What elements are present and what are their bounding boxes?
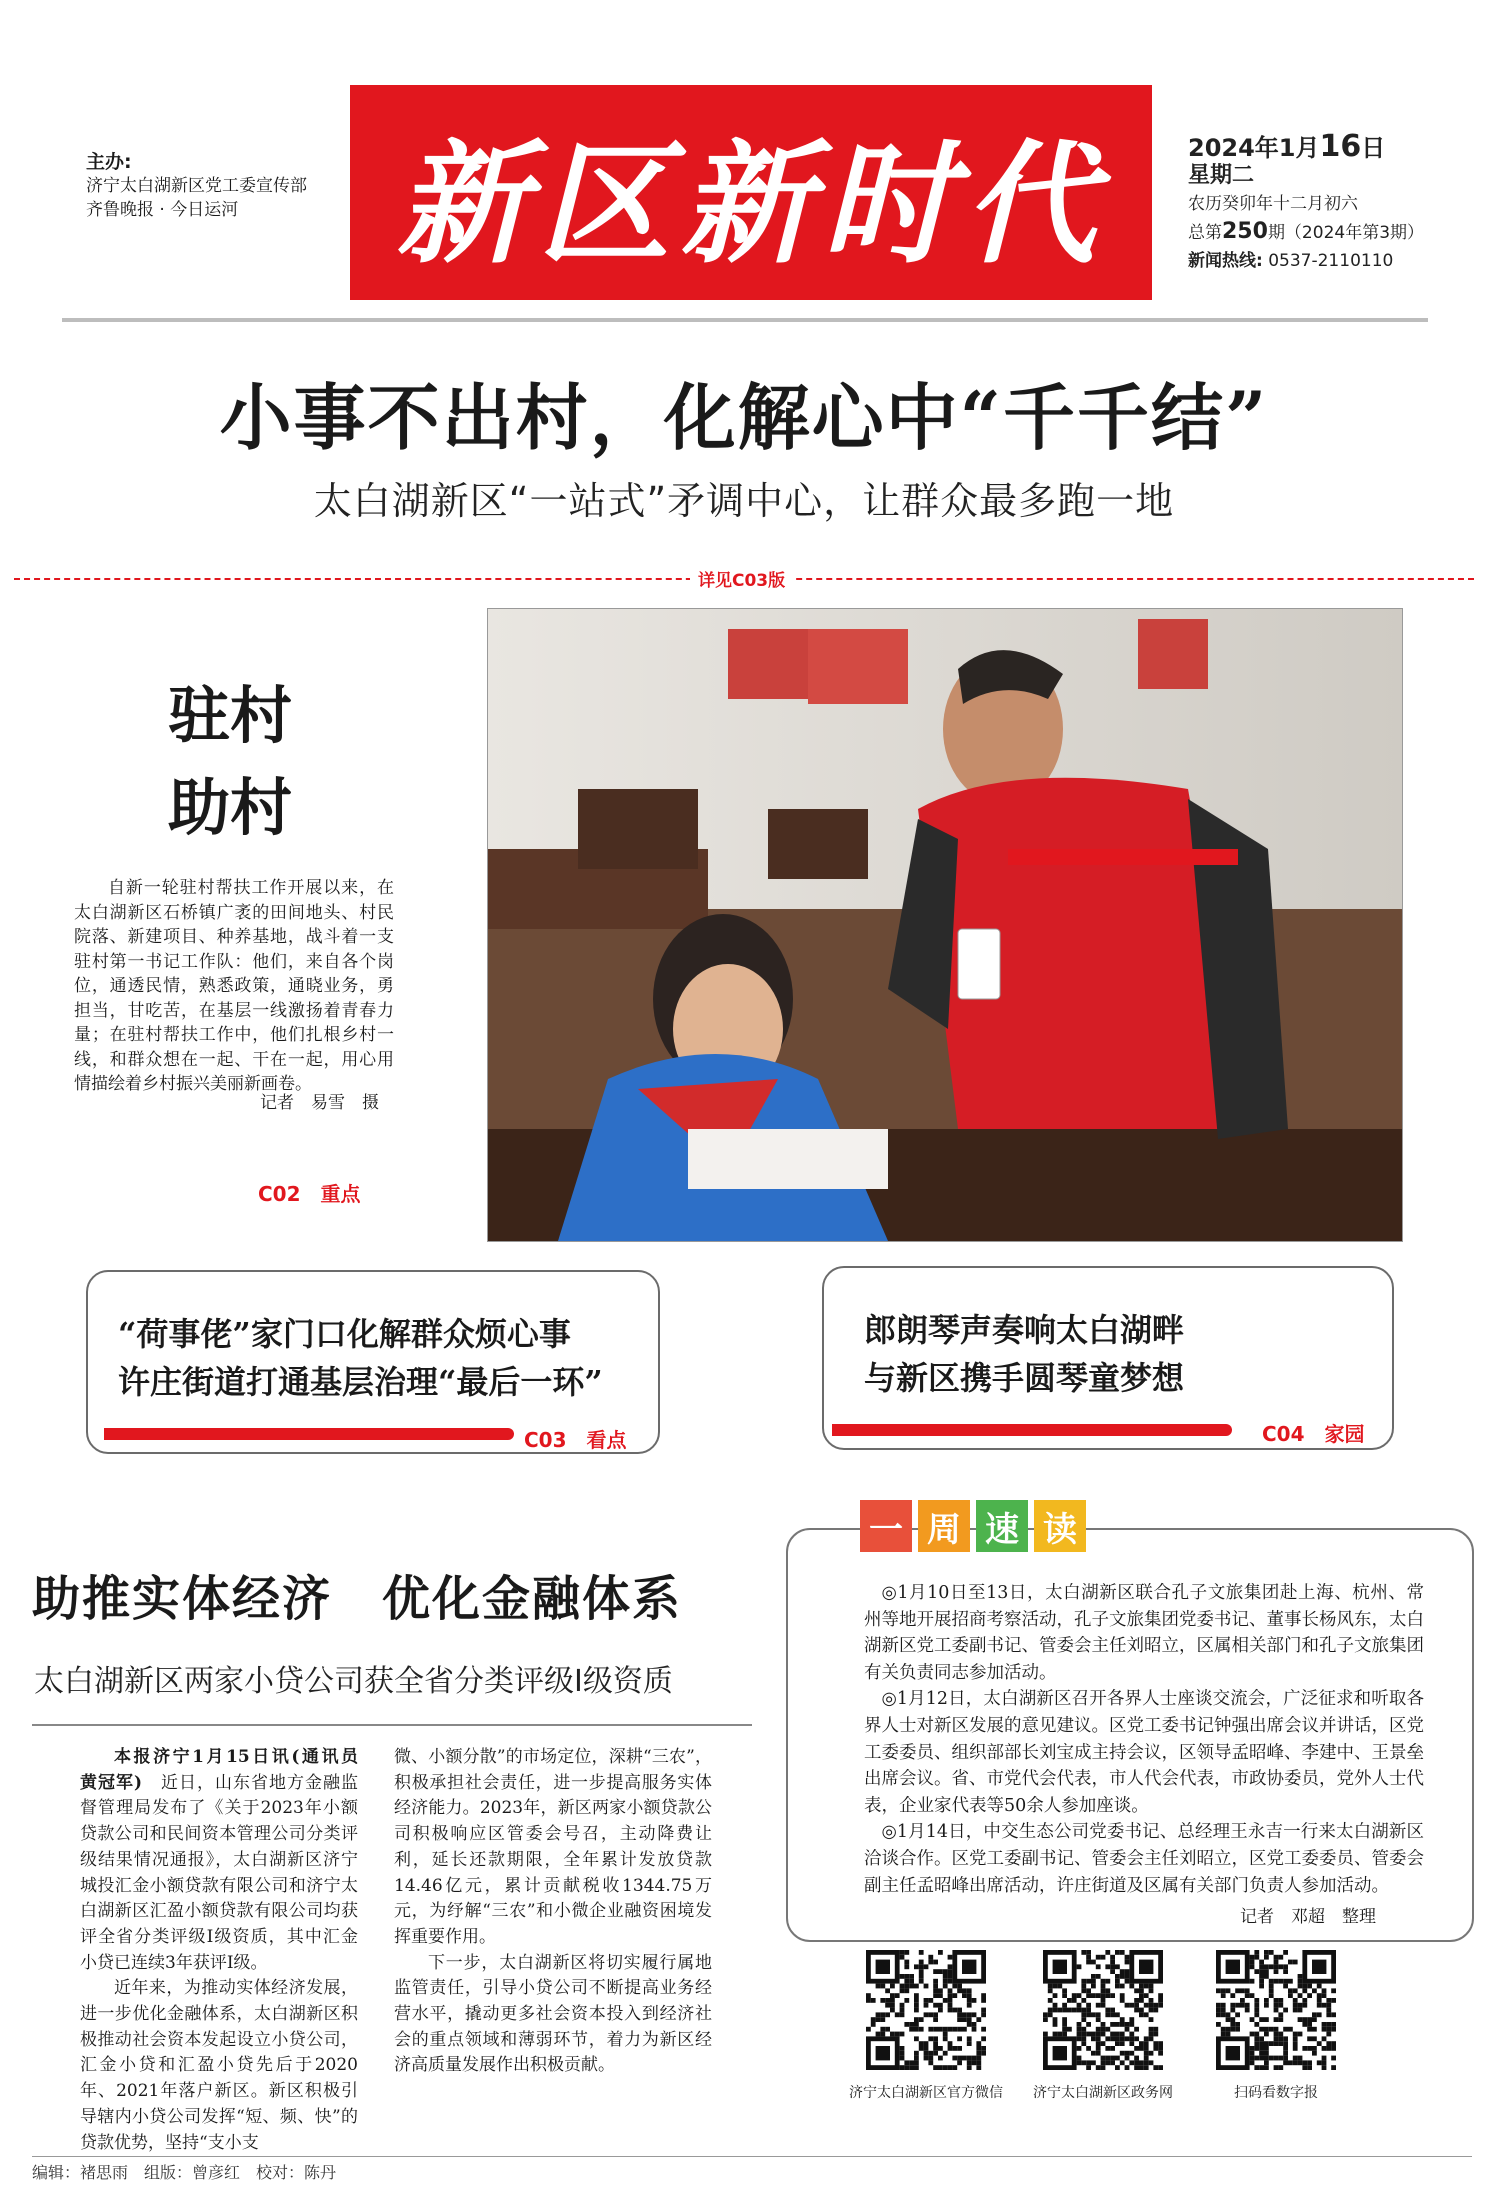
teaser-bar bbox=[104, 1428, 514, 1440]
article-dateline: 本报济宁1月15日讯(通讯员 黄冠军) bbox=[80, 1747, 375, 1793]
weekly-body bbox=[864, 1580, 1424, 1899]
sponsor-line: 齐鲁晚报 · 今日运河 bbox=[86, 200, 239, 220]
badge-char: 一 bbox=[860, 1500, 912, 1552]
footer-credits: 编辑：褚思雨 组版：曾彦红 校对：陈丹 bbox=[32, 2163, 337, 2182]
date-block bbox=[1188, 129, 1448, 275]
weekly-item: ◎1月10日至13日，太白湖新区联合孔子文旅集团赴上海、杭州、常州等地开展招商考察活动，孔子文旅集团党委书记、董事长杨风东，太白湖新区党工委副书记、管委会主任刘昭立，区属相关部门和孔子文旅集团有关负责同志参加活动。 bbox=[864, 1583, 1424, 1683]
qr-label: 济宁太白湖新区政务网 bbox=[1033, 2085, 1173, 2101]
teaser-title: “荷事佬”家门口化解群众烦心事 许庄街道打通基层治理“最后一环” bbox=[118, 1315, 603, 1401]
qr-label: 扫码看数字报 bbox=[1234, 2085, 1318, 2101]
sponsor-block bbox=[86, 150, 346, 222]
main-subheadline: 太白湖新区“一站式”矛调中心，让群众最多跑一地 bbox=[313, 479, 1175, 523]
lunar-date: 农历癸卯年十二月初六 bbox=[1188, 194, 1358, 214]
hotline: 新闻热线: 0537-2110110 bbox=[1188, 251, 1394, 271]
issue-number: 总第250期（2024年第3期） bbox=[1188, 219, 1425, 244]
teaser-page-ref[interactable]: C03 看点 bbox=[524, 1428, 627, 1452]
feature-credit: 记者 易雪 摄 bbox=[260, 1093, 379, 1113]
issue-date: 2024年1月16日 bbox=[1188, 129, 1386, 164]
masthead-logo bbox=[350, 85, 1152, 300]
article-title: 助推实体经济 优化金融体系 bbox=[32, 1571, 683, 1627]
main-headline: 小事不出村，化解心中“千千结” bbox=[219, 375, 1269, 460]
qr-code-icon[interactable] bbox=[866, 1950, 986, 2070]
weekly-item: ◎1月14日，中交生态公司党委书记、总经理王永吉一行来太白湖新区洽谈合作。区党工委副书记、管委会主任刘昭立，区党工委委员、管委会副主任孟昭峰出席活动，许庄街道及区属有关部门负责人参加活动。 bbox=[864, 1822, 1424, 1896]
qr-code-icon[interactable] bbox=[1216, 1950, 1336, 2070]
badge-char: 速 bbox=[976, 1500, 1028, 1552]
qr-label: 济宁太白湖新区官方微信 bbox=[849, 2085, 1003, 2101]
weekly-badge bbox=[860, 1500, 1094, 1556]
sponsor-label: 主办: bbox=[86, 151, 132, 173]
badge-char: 周 bbox=[918, 1500, 970, 1552]
article-column: 本报济宁1月15日讯(通讯员 黄冠军) 近日，山东省地方金融监督管理局发布了《关于2023年小额贷款公司和民间资本管理公司分类评级结果情况通报》，太白湖新区济宁城投汇金小额贷款有限公司和济宁太白湖新区汇盈小额贷款有限公司均获评全省分类评级Ⅰ级资质，其中汇金小贷已连续3年获评Ⅰ级。 近年来，为推动实体经济发展，进一步优化金融体系，太白湖新区积极推动社会资本发起设立小贷公司，汇金小贷和汇盈小贷先后于2020年、2021年落户新区。新区积极引导辖内小贷公司发挥“短、频、快”的贷款优势，坚持“支小支 bbox=[80, 1747, 375, 2153]
weekday: 星期二 bbox=[1188, 163, 1255, 188]
feature-title: 驻村 助村 bbox=[168, 679, 293, 844]
teaser-bar bbox=[832, 1424, 1232, 1436]
feature-body: 自新一轮驻村帮扶工作开展以来，在太白湖新区石桥镇广袤的田间地头、村民院落、新建项目、种养基地，战斗着一支驻村第一书记工作队：他们，来自各个岗位，通透民情，熟悉政策，通晓业务，勇担当，甘吃苦，在基层一线激扬着青春力量；在驻村帮扶工作中，他们扎根乡村一线，和群众想在一起、干在一起，用心用情描绘着乡村振兴美丽新画卷。 bbox=[74, 878, 394, 1094]
masthead-divider bbox=[62, 318, 1428, 322]
weekly-item: ◎1月12日，太白湖新区召开各界人士座谈交流会，广泛征求和听取各界人士对新区发展的意见建议。区党工委书记钟强出席会议并讲话，区党工委委员、组织部部长刘宝成主持会议，区领导孟昭峰、李建中、王景垒出席会议。省、市党代会代表，市人代会代表，市政协委员，党外人士代表，企业家代表等50余人参加座谈。 bbox=[864, 1689, 1424, 1816]
article-subtitle: 太白湖新区两家小贷公司获全省分类评级Ⅰ级资质 bbox=[34, 1664, 673, 1699]
article-divider bbox=[32, 1724, 752, 1726]
article-column: 微、小额分散”的市场定位，深耕“三农”，积极承担社会责任，进一步提高服务实体经济能力。2023年，新区两家小额贷款公司积极响应区管委会号召，主动降费让利，延长还款期限，全年累计发放贷款14.46亿元，累计贡献税收1344.75万元，为纾解“三农”和小微企业融资困境发挥重要作用。 下一步，太白湖新区将切实履行属地监管责任，引导小贷公司不断提高业务经营水平，撬动更多社会资本投入到经济社会的重点领域和薄弱环节，着力为新区经济高质量发展作出积极贡献。 bbox=[394, 1747, 712, 2076]
footer-divider bbox=[32, 2156, 1472, 2157]
teaser-page-ref[interactable]: C04 家园 bbox=[1262, 1422, 1365, 1446]
feature-photo bbox=[487, 608, 1403, 1242]
badge-char: 读 bbox=[1034, 1500, 1086, 1552]
qr-code-icon[interactable] bbox=[1043, 1950, 1163, 2070]
sponsor-line: 济宁太白湖新区党工委宣传部 bbox=[86, 176, 307, 196]
teaser-title: 郎朗琴声奏响太白湖畔 与新区携手圆琴童梦想 bbox=[864, 1311, 1185, 1397]
feature-page-ref[interactable]: C02 重点 bbox=[258, 1182, 361, 1206]
weekly-credit: 记者 邓超 整理 bbox=[1240, 1907, 1376, 1927]
masthead-title: 新区新时代 bbox=[396, 126, 1106, 282]
see-page-link[interactable]: 详见C03版 bbox=[690, 566, 793, 591]
